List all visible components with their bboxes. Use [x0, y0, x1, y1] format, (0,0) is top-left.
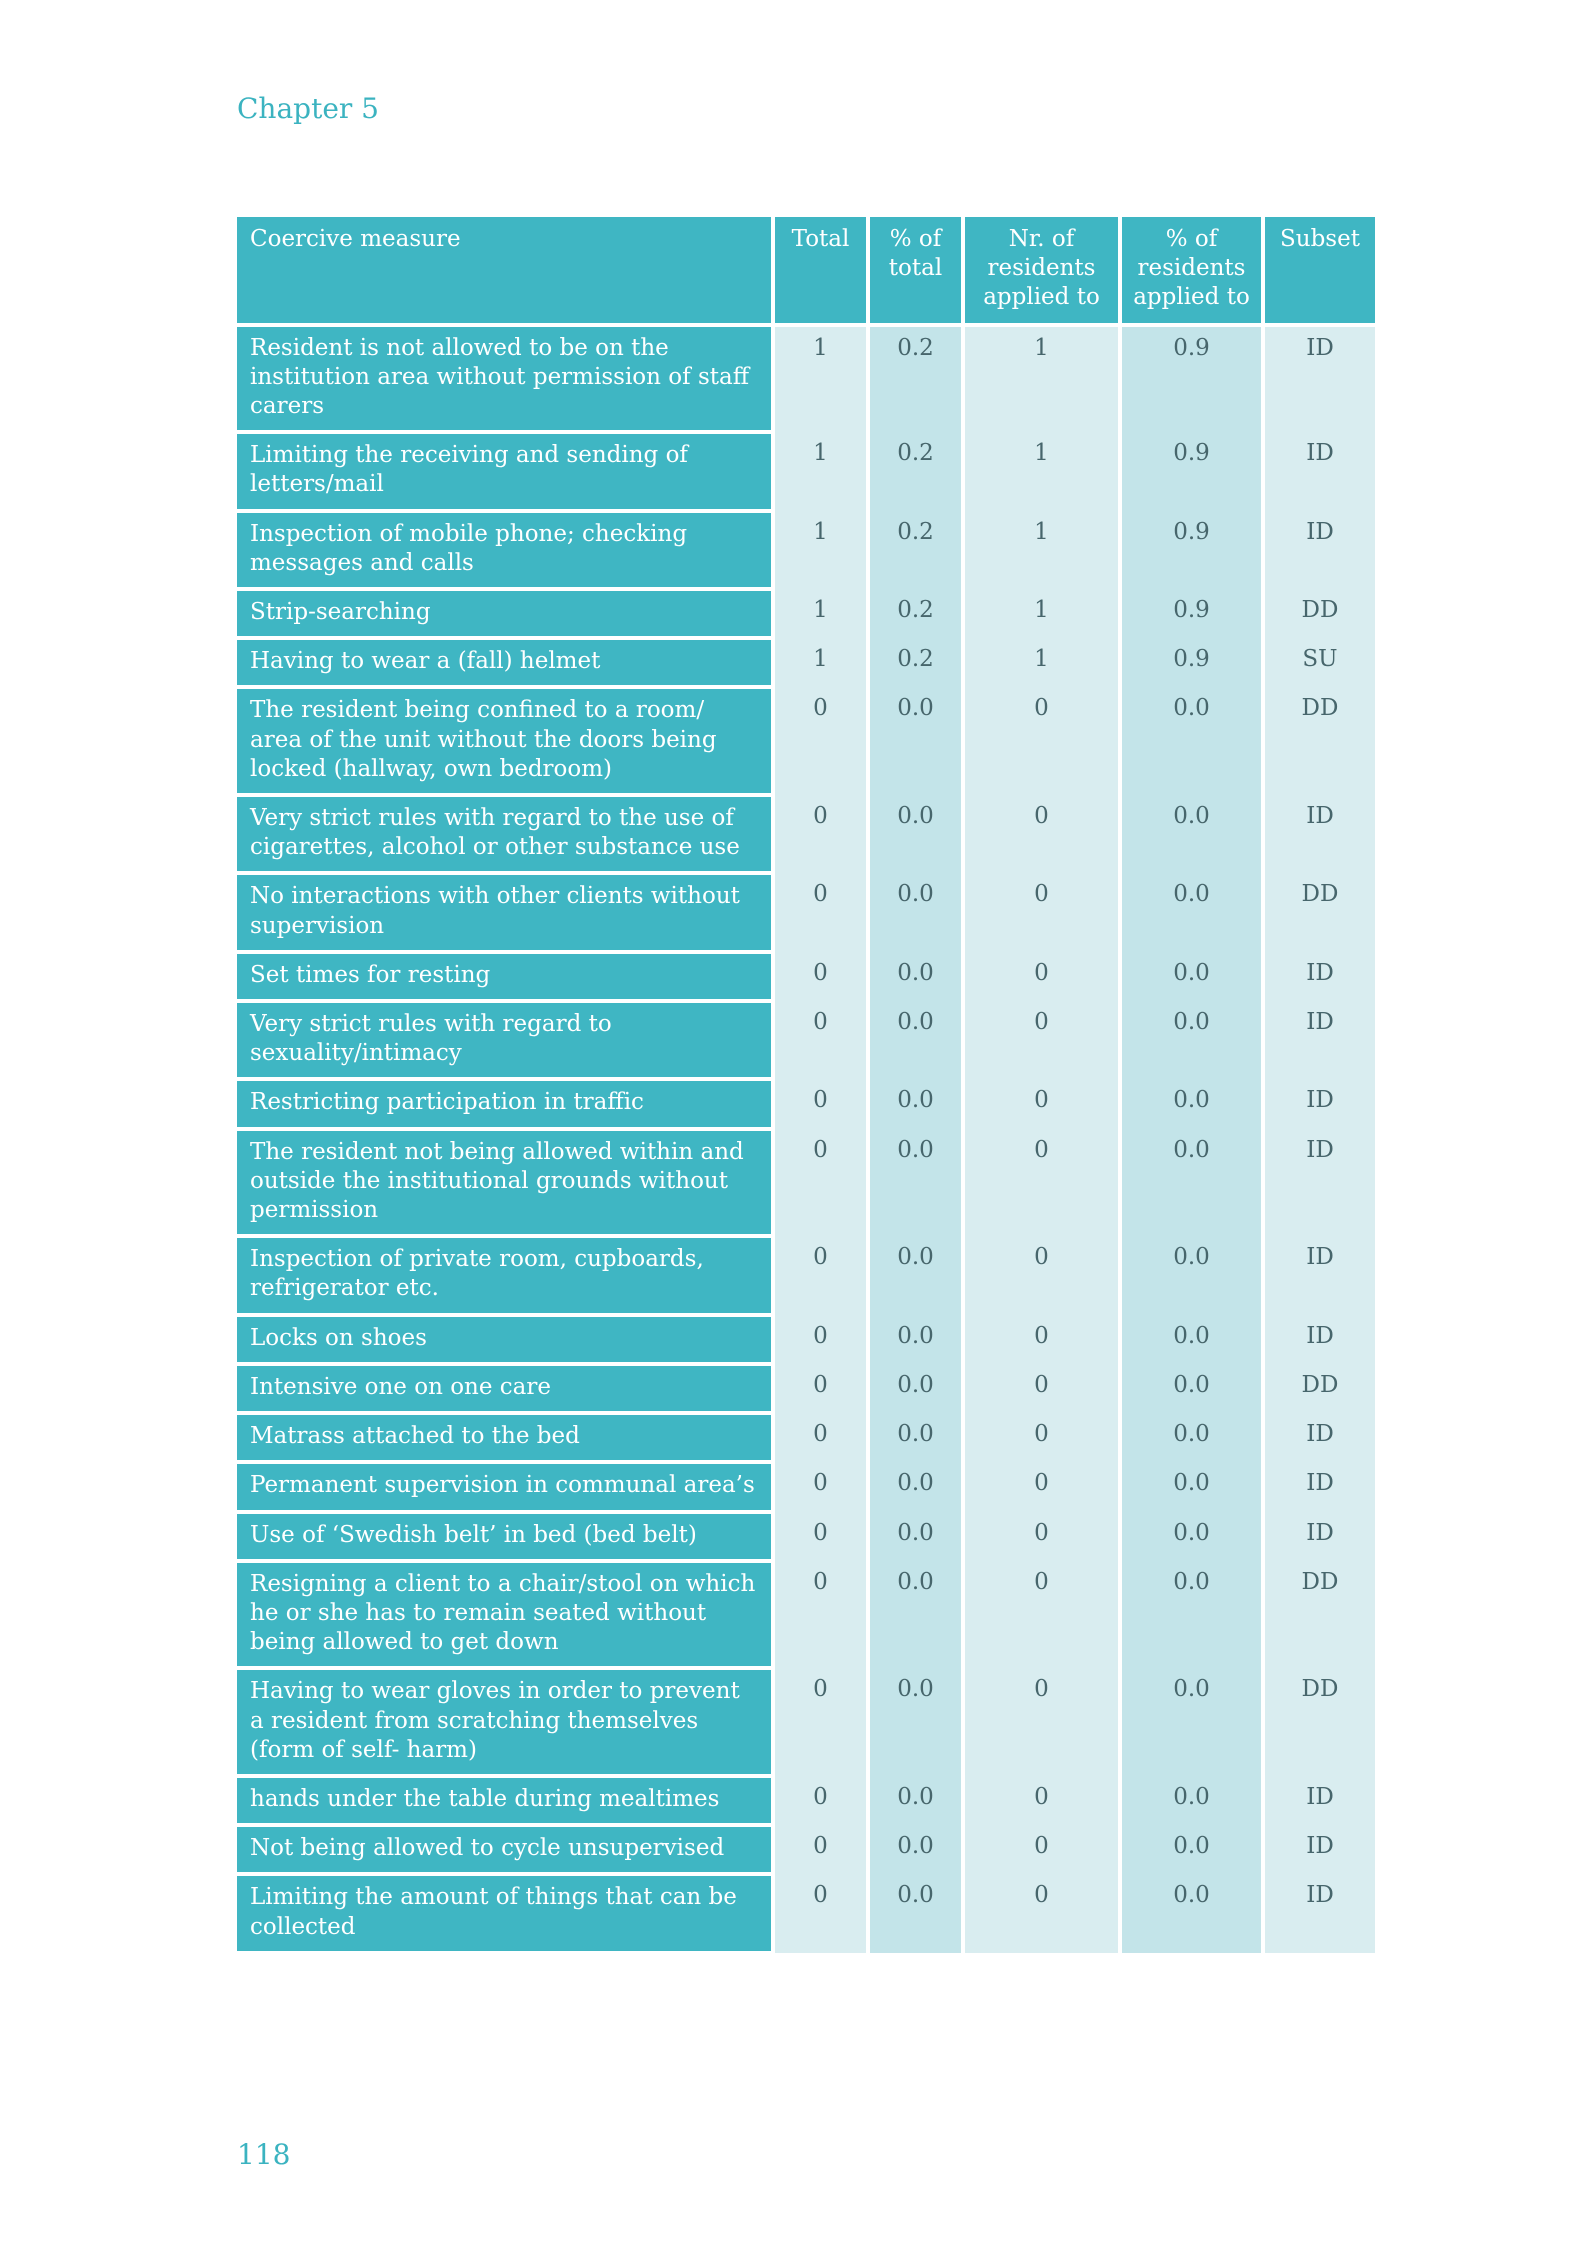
cell-total: 1	[773, 325, 868, 433]
cell-pct_total: 0.0	[868, 1129, 963, 1237]
cell-nr_residents: 0	[963, 1874, 1120, 1952]
cell-total: 0	[773, 1668, 868, 1776]
cell-nr_residents: 0	[963, 1315, 1120, 1364]
cell-subset: ID	[1263, 511, 1375, 589]
cell-total: 1	[773, 638, 868, 687]
cell-total: 0	[773, 1874, 868, 1952]
cell-pct_residents: 0.9	[1120, 638, 1263, 687]
table-row	[237, 952, 1375, 1001]
cell-measure: No interactions with other clients without supervision	[237, 873, 773, 951]
cell-pct_total: 0.0	[868, 1364, 963, 1413]
cell-pct_residents: 0.9	[1120, 511, 1263, 589]
table-row	[237, 325, 1375, 433]
table-row	[237, 1512, 1375, 1561]
cell-pct_residents: 0.0	[1120, 1874, 1263, 1952]
cell-nr_residents: 0	[963, 1413, 1120, 1462]
cell-pct_residents: 0.0	[1120, 952, 1263, 1001]
cell-pct_total: 0.0	[868, 1561, 963, 1669]
cell-subset: DD	[1263, 1668, 1375, 1776]
cell-measure: Matrass attached to the bed	[237, 1413, 773, 1462]
cell-nr_residents: 0	[963, 1668, 1120, 1776]
cell-nr_residents: 0	[963, 952, 1120, 1001]
cell-total: 0	[773, 1413, 868, 1462]
table-row	[237, 1668, 1375, 1776]
cell-measure: Intensive one on one care	[237, 1364, 773, 1413]
table-body	[237, 325, 1375, 1953]
cell-subset: ID	[1263, 795, 1375, 873]
table-row	[237, 511, 1375, 589]
cell-pct_total: 0.0	[868, 1315, 963, 1364]
cell-measure: Limiting the amount of things that can be collected	[237, 1874, 773, 1952]
cell-subset: ID	[1263, 1129, 1375, 1237]
cell-nr_residents: 1	[963, 638, 1120, 687]
table-row	[237, 1413, 1375, 1462]
header-coercive-measure: Coercive measure	[237, 217, 773, 325]
cell-nr_residents: 0	[963, 1129, 1120, 1237]
cell-pct_total: 0.2	[868, 325, 963, 433]
cell-pct_residents: 0.0	[1120, 1079, 1263, 1128]
table-row	[237, 638, 1375, 687]
cell-nr_residents: 0	[963, 1236, 1120, 1314]
cell-measure: Inspection of mobile phone; checking messages and calls	[237, 511, 773, 589]
table-row	[237, 1236, 1375, 1314]
cell-total: 0	[773, 1776, 868, 1825]
cell-pct_residents: 0.0	[1120, 1236, 1263, 1314]
cell-total: 0	[773, 1079, 868, 1128]
table-row	[237, 1825, 1375, 1874]
cell-measure: hands under the table during mealtimes	[237, 1776, 773, 1825]
cell-pct_residents: 0.0	[1120, 1462, 1263, 1511]
table-row	[237, 1561, 1375, 1669]
header-nr-residents: Nr. of residents applied to	[963, 217, 1120, 325]
table-row	[237, 1001, 1375, 1079]
cell-pct_total: 0.0	[868, 1874, 963, 1952]
cell-pct_residents: 0.0	[1120, 1512, 1263, 1561]
cell-subset: ID	[1263, 432, 1375, 510]
cell-nr_residents: 0	[963, 1561, 1120, 1669]
header-total: Total	[773, 217, 868, 325]
cell-subset: ID	[1263, 1874, 1375, 1952]
cell-subset: ID	[1263, 1413, 1375, 1462]
cell-pct_total: 0.0	[868, 1079, 963, 1128]
cell-measure: Permanent supervision in communal area’s	[237, 1462, 773, 1511]
cell-total: 0	[773, 1561, 868, 1669]
cell-subset: DD	[1263, 873, 1375, 951]
cell-nr_residents: 0	[963, 1825, 1120, 1874]
cell-pct_total: 0.0	[868, 1825, 963, 1874]
cell-nr_residents: 1	[963, 432, 1120, 510]
cell-subset: SU	[1263, 638, 1375, 687]
cell-pct_total: 0.0	[868, 1462, 963, 1511]
cell-measure: Set times for resting	[237, 952, 773, 1001]
table-row	[237, 687, 1375, 795]
cell-subset: DD	[1263, 589, 1375, 638]
cell-nr_residents: 1	[963, 325, 1120, 433]
cell-nr_residents: 1	[963, 589, 1120, 638]
header-pct-total: % of total	[868, 217, 963, 325]
cell-total: 0	[773, 1462, 868, 1511]
cell-total: 1	[773, 511, 868, 589]
table-row	[237, 1364, 1375, 1413]
header-row	[237, 217, 1375, 325]
cell-measure: Not being allowed to cycle unsupervised	[237, 1825, 773, 1874]
cell-pct_total: 0.2	[868, 638, 963, 687]
table-row	[237, 1874, 1375, 1952]
cell-pct_residents: 0.0	[1120, 1001, 1263, 1079]
cell-measure: Resigning a client to a chair/stool on which he or she has to remain seated without being allowed to get down	[237, 1561, 773, 1669]
cell-pct_total: 0.2	[868, 589, 963, 638]
cell-nr_residents: 1	[963, 511, 1120, 589]
cell-pct_total: 0.0	[868, 1668, 963, 1776]
cell-pct_residents: 0.0	[1120, 1315, 1263, 1364]
cell-pct_total: 0.0	[868, 1776, 963, 1825]
cell-measure: Very strict rules with regard to the use of cigarettes, alcohol or other substance use	[237, 795, 773, 873]
cell-nr_residents: 0	[963, 1462, 1120, 1511]
cell-nr_residents: 0	[963, 873, 1120, 951]
cell-measure: Restricting participation in traffic	[237, 1079, 773, 1128]
cell-nr_residents: 0	[963, 1364, 1120, 1413]
cell-subset: DD	[1263, 1364, 1375, 1413]
cell-measure: The resident not being allowed within and outside the institutional grounds without permission	[237, 1129, 773, 1237]
table-row	[237, 795, 1375, 873]
cell-measure: Limiting the receiving and sending of letters/mail	[237, 432, 773, 510]
cell-pct_residents: 0.0	[1120, 1129, 1263, 1237]
cell-measure: Having to wear a (fall) helmet	[237, 638, 773, 687]
cell-total: 0	[773, 1129, 868, 1237]
cell-pct_total: 0.2	[868, 432, 963, 510]
cell-subset: ID	[1263, 1462, 1375, 1511]
cell-pct_residents: 0.0	[1120, 1825, 1263, 1874]
cell-nr_residents: 0	[963, 1079, 1120, 1128]
cell-total: 1	[773, 432, 868, 510]
table-row	[237, 1315, 1375, 1364]
cell-subset: DD	[1263, 687, 1375, 795]
cell-pct_total: 0.0	[868, 873, 963, 951]
cell-pct_residents: 0.0	[1120, 1668, 1263, 1776]
cell-subset: ID	[1263, 1776, 1375, 1825]
cell-pct_residents: 0.0	[1120, 873, 1263, 951]
chapter-heading: Chapter 5	[237, 92, 379, 125]
cell-subset: ID	[1263, 1512, 1375, 1561]
header-pct-residents: % of residents applied to	[1120, 217, 1263, 325]
cell-pct_total: 0.2	[868, 511, 963, 589]
cell-measure: Use of ‘Swedish belt’ in bed (bed belt)	[237, 1512, 773, 1561]
cell-total: 0	[773, 1236, 868, 1314]
cell-total: 0	[773, 1364, 868, 1413]
cell-subset: ID	[1263, 325, 1375, 433]
page-number: 118	[237, 2138, 291, 2171]
cell-total: 0	[773, 1512, 868, 1561]
cell-measure: Resident is not allowed to be on the institution area without permission of staff carers	[237, 325, 773, 433]
table-row	[237, 432, 1375, 510]
cell-subset: ID	[1263, 1825, 1375, 1874]
cell-subset: ID	[1263, 952, 1375, 1001]
cell-measure: Locks on shoes	[237, 1315, 773, 1364]
table-row	[237, 873, 1375, 951]
table-row	[237, 1462, 1375, 1511]
cell-pct_residents: 0.9	[1120, 325, 1263, 433]
cell-total: 0	[773, 952, 868, 1001]
cell-measure: Very strict rules with regard to sexuality/intimacy	[237, 1001, 773, 1079]
cell-nr_residents: 0	[963, 795, 1120, 873]
cell-total: 1	[773, 589, 868, 638]
cell-total: 0	[773, 687, 868, 795]
cell-pct_total: 0.0	[868, 795, 963, 873]
cell-pct_total: 0.0	[868, 1001, 963, 1079]
cell-subset: ID	[1263, 1001, 1375, 1079]
cell-measure: Inspection of private room, cupboards, refrigerator etc.	[237, 1236, 773, 1314]
table-row	[237, 1079, 1375, 1128]
cell-pct_total: 0.0	[868, 952, 963, 1001]
cell-measure: Having to wear gloves in order to prevent a resident from scratching themselves (form of self- harm)	[237, 1668, 773, 1776]
table-row	[237, 589, 1375, 638]
cell-pct_residents: 0.9	[1120, 589, 1263, 638]
cell-pct_residents: 0.0	[1120, 795, 1263, 873]
header-subset: Subset	[1263, 217, 1375, 325]
cell-total: 0	[773, 1825, 868, 1874]
cell-pct_residents: 0.9	[1120, 432, 1263, 510]
cell-subset: ID	[1263, 1236, 1375, 1314]
cell-total: 0	[773, 1001, 868, 1079]
table-header	[237, 217, 1375, 325]
cell-pct_residents: 0.0	[1120, 1364, 1263, 1413]
table-row	[237, 1776, 1375, 1825]
cell-total: 0	[773, 795, 868, 873]
cell-subset: ID	[1263, 1079, 1375, 1128]
cell-pct_residents: 0.0	[1120, 1776, 1263, 1825]
coercive-measures-table	[237, 217, 1375, 1955]
cell-measure: The resident being confined to a room/ area of the unit without the doors being locked (hallway, own bedroom)	[237, 687, 773, 795]
cell-pct_total: 0.0	[868, 1236, 963, 1314]
cell-nr_residents: 0	[963, 1512, 1120, 1561]
cell-nr_residents: 0	[963, 687, 1120, 795]
cell-total: 0	[773, 1315, 868, 1364]
cell-nr_residents: 0	[963, 1776, 1120, 1825]
cell-nr_residents: 0	[963, 1001, 1120, 1079]
cell-total: 0	[773, 873, 868, 951]
cell-pct_residents: 0.0	[1120, 1561, 1263, 1669]
cell-pct_residents: 0.0	[1120, 687, 1263, 795]
cell-pct_total: 0.0	[868, 687, 963, 795]
cell-measure: Strip-searching	[237, 589, 773, 638]
cell-pct_total: 0.0	[868, 1512, 963, 1561]
cell-pct_residents: 0.0	[1120, 1413, 1263, 1462]
cell-subset: DD	[1263, 1561, 1375, 1669]
cell-pct_total: 0.0	[868, 1413, 963, 1462]
cell-subset: ID	[1263, 1315, 1375, 1364]
table-row	[237, 1129, 1375, 1237]
